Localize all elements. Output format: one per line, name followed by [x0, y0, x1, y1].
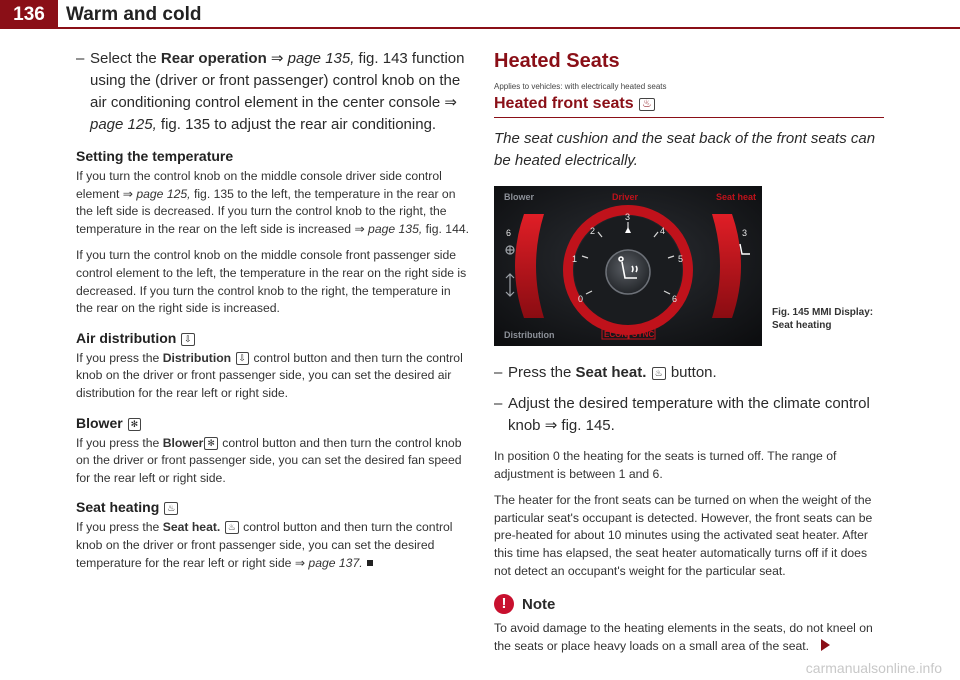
step-text: Press the: [508, 364, 576, 381]
seat-heat-icon: ♨: [639, 98, 655, 111]
section-title: Heated Seats: [494, 50, 620, 72]
heading-seat-heating: [76, 499, 470, 515]
dial-number: 4: [660, 226, 666, 236]
dial-number: 0: [578, 294, 584, 304]
subsection-title: [494, 95, 884, 118]
step-press-seat-heat: [494, 362, 884, 384]
seat-heat-icon: ♨: [225, 521, 239, 534]
step-text: button.: [666, 364, 717, 381]
dial-number: 3: [625, 212, 631, 222]
intro-text: The seat cushion and the seat back of the front seats can be heated electrically.: [494, 130, 876, 169]
figure-caption: [772, 306, 873, 332]
dial-number: 1: [572, 254, 578, 264]
right-column: [494, 48, 884, 664]
blower-label: Blower: [504, 192, 535, 202]
step-text: fig. 143 function using the (driver or front passenger) control knob on the air conditioning control element in the center console: [90, 50, 465, 111]
paragraph-blower: [76, 435, 470, 488]
caption-line: Seat heating: [772, 320, 832, 331]
paragraph-temp-2: If you turn the control knob on the middle console front passenger side control element to the left, the temperature in the rear on the right side is decreased. If you turn the control knob to the right, the temperature in the rear on the right side is increased.: [76, 248, 467, 316]
seat-heat-icon: ♨: [164, 502, 178, 515]
dial-number: 2: [590, 226, 596, 236]
text: control button and then turn the control knob on the driver or front passenger side, you can set the desired fan speed for the rear left or right side.: [76, 435, 462, 485]
dial-number: 6: [672, 294, 678, 304]
bold-text: Seat heat.: [162, 520, 221, 535]
seat-heat-icon: ♨: [652, 367, 666, 380]
step-bold: Seat heat.: [575, 364, 647, 381]
paragraph-seat-heating: [76, 519, 470, 572]
page-ref[interactable]: ⇒ page 135,: [270, 50, 355, 67]
text: If you press the: [76, 350, 163, 365]
header-rule: [0, 27, 960, 29]
end-of-section-mark: [367, 560, 373, 566]
seat-heat-label: Seat heat: [716, 192, 757, 202]
note-heading: [494, 594, 884, 614]
page-ref[interactable]: ⇒ page 137.: [294, 555, 363, 570]
heading-text: Blower: [76, 414, 123, 431]
text: If you turn the control knob on the middle console driver side control element: [76, 169, 442, 201]
econ-label: ECON: [604, 330, 628, 339]
subsection-text: Heated front seats: [494, 95, 634, 112]
seat-heat-value: 3: [742, 228, 748, 238]
caption-line: Fig. 145 MMI Display:: [772, 307, 874, 318]
note-title: Note: [522, 595, 556, 613]
page-ref[interactable]: ⇒ page 125,: [122, 186, 191, 201]
text: If you press the: [76, 520, 163, 535]
distribution-icon: ⇩: [236, 352, 250, 365]
step-rear-operation: [76, 48, 470, 136]
dial-knob[interactable]: [606, 250, 650, 294]
bold-text: Blower: [162, 435, 204, 450]
heading-text: Seat heating: [76, 499, 160, 516]
page-number: 136: [0, 0, 58, 28]
heading-setting-temperature: Setting the temperature: [76, 148, 234, 164]
blower-icon: ✻: [128, 418, 142, 431]
watermark: carmanualsonline.info: [805, 660, 942, 676]
step-text: Select the: [90, 50, 161, 67]
heading-air-distribution: [76, 330, 470, 346]
distribution-label: Distribution: [504, 330, 555, 340]
page-ref[interactable]: ⇒ page 125,: [90, 94, 457, 133]
note-text: [494, 620, 884, 655]
note-body: To avoid damage to the heating elements in the seats, do not kneel on the seats or place heavy loads on a small area of the seat.: [494, 621, 873, 653]
figure-145: [494, 186, 884, 352]
blower-icon: ✻: [204, 437, 218, 450]
bold-text: Distribution: [162, 350, 232, 365]
heading-blower: [76, 415, 470, 431]
continue-arrow-icon: [821, 639, 830, 651]
step-bold: Rear operation: [160, 50, 267, 67]
text: fig. 135 to the left, the temperature in the rear on the left side is decreased. If you turn the control knob to the right, the temperature in the rear on the left side is increased: [76, 186, 456, 236]
note-icon: !: [494, 594, 514, 614]
paragraph-heater: The heater for the front seats can be turned on when the weight of the particular seat's occupant is detected. However, the front seats can be pre-heated for about 10 minutes using the activated seat heater. After this time has elapsed, the seat heater automatically turns off if it does not detect an occupant's weight for the particular seat.: [494, 493, 873, 578]
text: If you press the: [76, 435, 163, 450]
paragraph-position: In position 0 the heating for the seats is turned off. The range of adjustment is between 1 and 6.: [494, 449, 837, 481]
page-ref[interactable]: ⇒ page 135,: [354, 221, 423, 236]
driver-label: Driver: [612, 192, 639, 202]
text: control button and then turn the control knob on the driver or front passenger side, you can set the desired air distribution for the rear left or right side.: [76, 350, 463, 400]
text: fig. 144.: [422, 221, 470, 236]
step-text: fig. 135 to adjust the rear air conditioning.: [156, 116, 437, 133]
mmi-display: [494, 186, 762, 346]
text: control button and then turn the control knob on the driver or front passenger side, you can set the desired temperature for the rear left or right side: [76, 520, 453, 570]
heading-text: Air distribution: [76, 329, 177, 346]
sync-label: SYNC: [632, 330, 655, 339]
dial-number: 5: [678, 254, 684, 264]
blower-icon: [506, 246, 514, 254]
chapter-title: Warm and cold: [66, 4, 202, 25]
paragraph-temp-1: [76, 168, 470, 238]
step-adjust-temperature: – Adjust the desired temperature with the climate control knob ⇒ fig. 145.: [494, 393, 884, 437]
left-column: [76, 48, 470, 581]
applies-to-note: Applies to vehicles: with electrically heated seats: [494, 82, 667, 91]
paragraph-distribution: [76, 350, 470, 403]
blower-value: 6: [506, 228, 512, 238]
distribution-icon: ⇩: [181, 333, 195, 346]
